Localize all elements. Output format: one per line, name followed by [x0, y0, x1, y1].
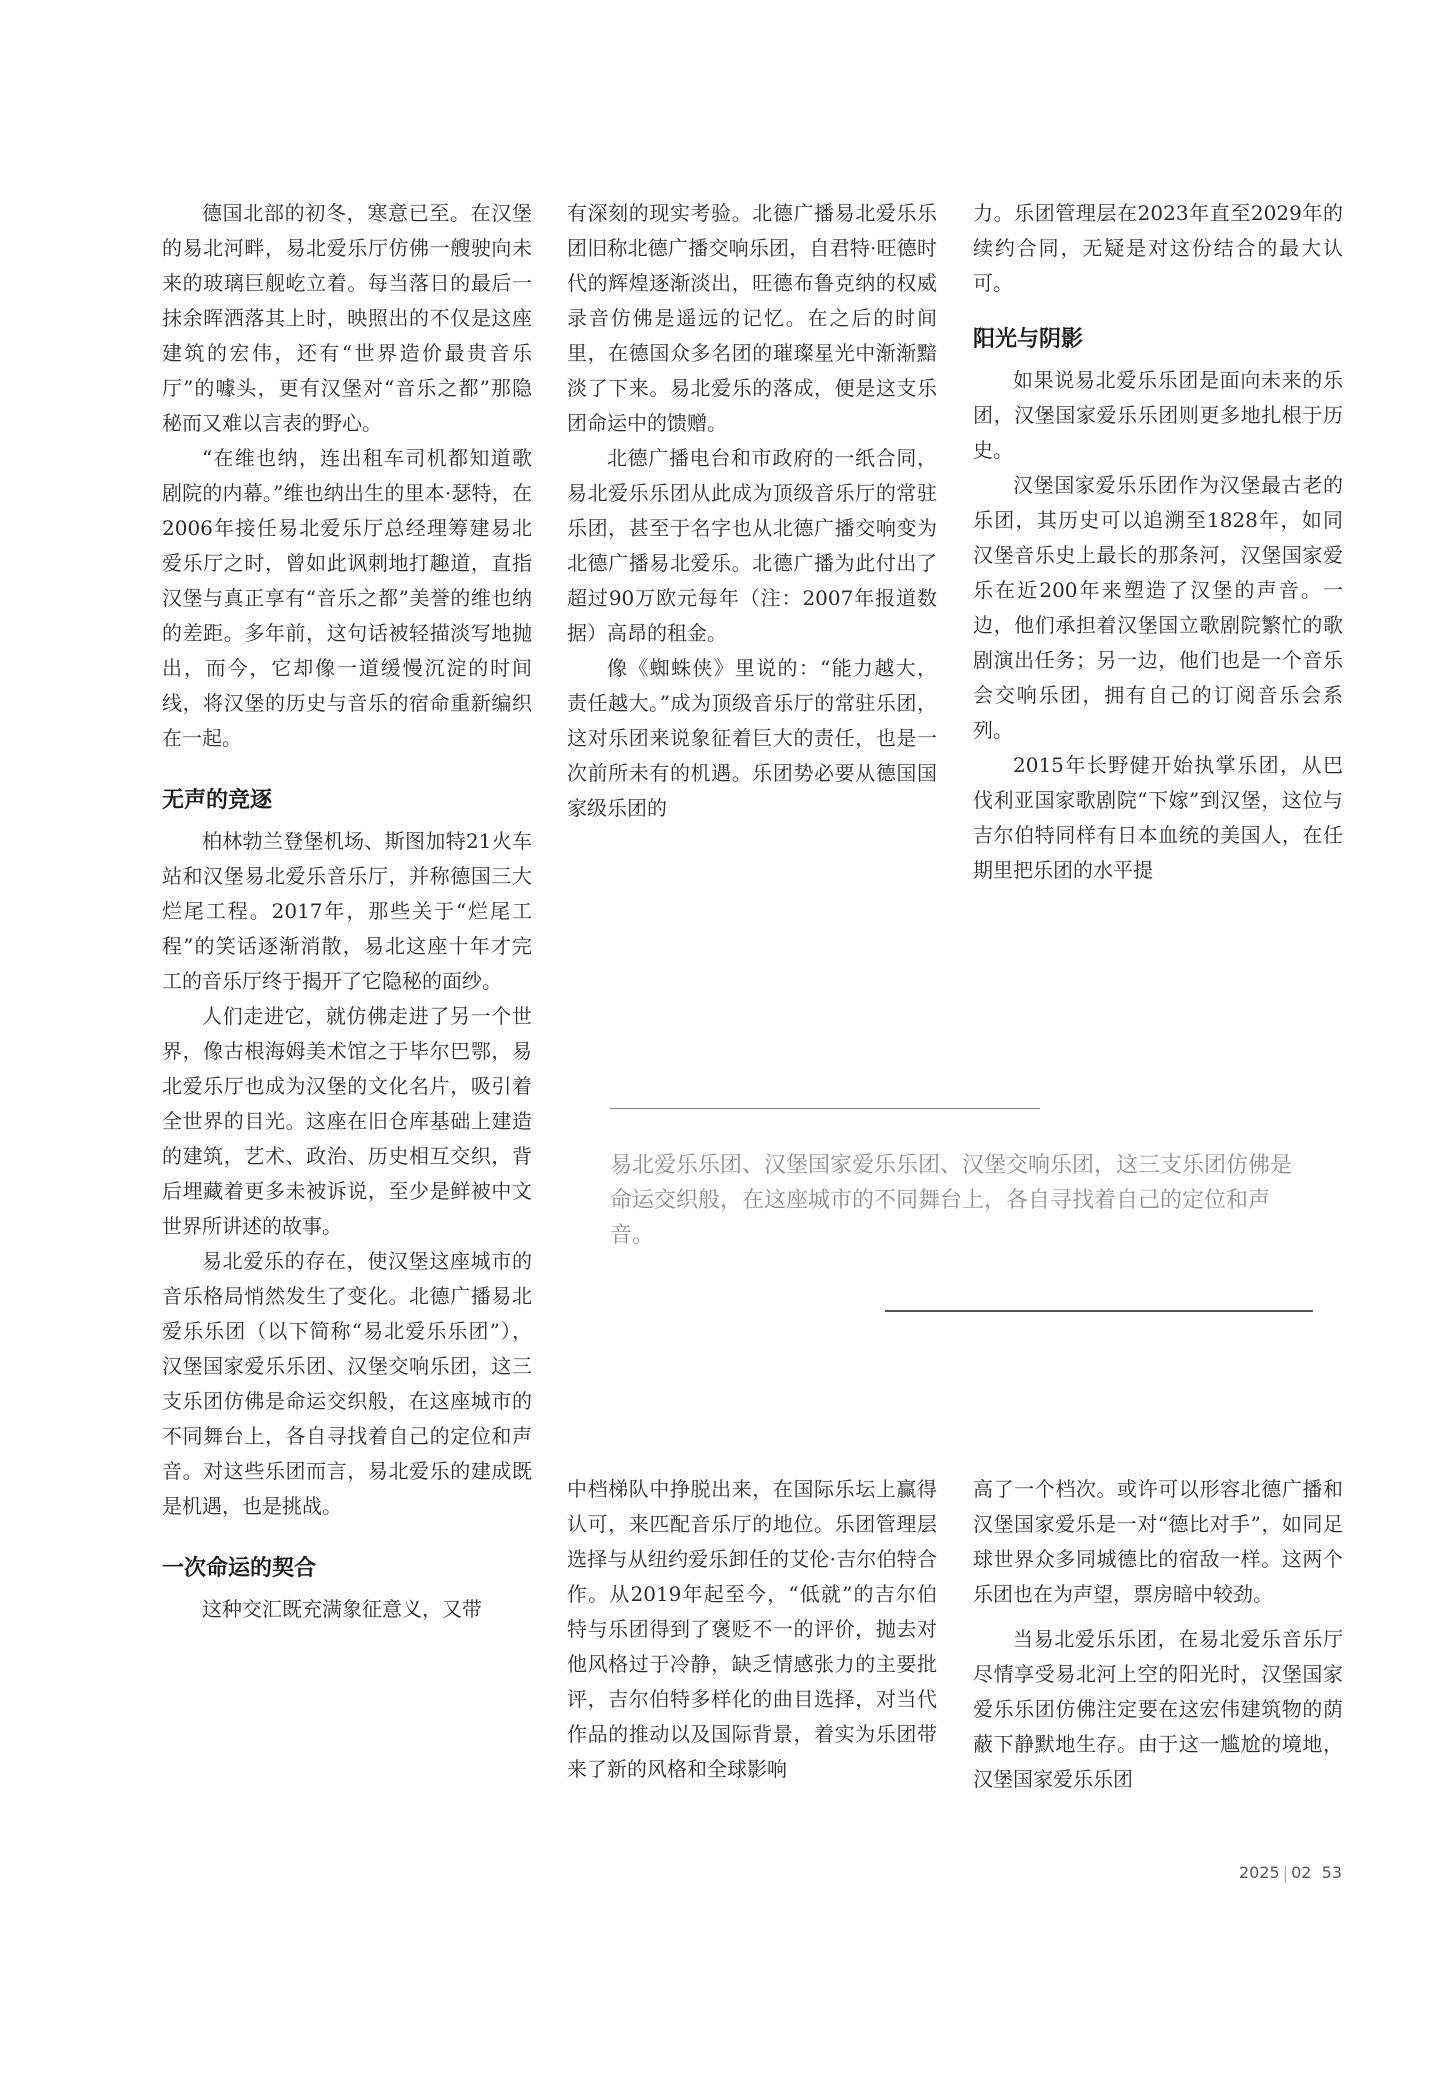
column-1 [162, 196, 532, 1627]
paragraph: 如果说易北爱乐乐团是面向未来的乐团，汉堡国家爱乐乐团则更多地扎根于历史。 [973, 368, 1343, 462]
issue-number: 02 [1291, 1863, 1312, 1882]
paragraph: 2015年长野健开始执掌乐团，从巴伐利亚国家歌剧院“下嫁”到汉堡，这位与吉尔伯特同样有日本血统的美国人，在任期里把乐团的水平提 [973, 753, 1343, 882]
pullquote-bottom-rule [885, 1310, 1313, 1312]
paragraph: 易北爱乐的存在，使汉堡这座城市的音乐格局悄然发生了变化。北德广播易北爱乐乐团（以下简称“易北爱乐乐团”），汉堡国家爱乐乐团、汉堡交响乐团，这三支乐团仿佛是命运交织般，在这座城市的不同舞台上，各自寻找着自己的定位和声音。对这些乐团而言，易北爱乐的建成既是机遇，也是挑战。 [162, 1249, 532, 1518]
paragraph: 北德广播电台和市政府的一纸合同，易北爱乐乐团从此成为顶级音乐厅的常驻乐团，甚至于名字也从北德广播交响变为北德广播易北爱乐。北德广播为此付出了超过90万欧元每年（注：2007年报道数据）高昂的租金。 [567, 446, 937, 645]
paragraph: “在维也纳，连出租车司机都知道歌剧院的内幕。”维也纳出生的里本·瑟特，在2006年接任易北爱乐厅总经理筹建易北爱乐厅之时，曾如此讽刺地打趣道，直指汉堡与真正享有“音乐之都”美誉的维也纳的差距。多年前，这句话被轻描淡写地抛出，而今，它却像一道缓慢沉淀的时间线，将汉堡的历史与音乐的宿命重新编织在一起。 [162, 446, 532, 750]
page-footer [1239, 1863, 1342, 1882]
footer-separator: | [1282, 1863, 1289, 1882]
section-heading: 无声的竞逐 [162, 788, 273, 813]
page-number: 53 [1321, 1863, 1342, 1882]
section-heading: 阳光与阴影 [973, 327, 1084, 352]
section-heading: 一次命运的契合 [162, 1556, 317, 1581]
paragraph: 这种交汇既充满象征意义，又带 [202, 1597, 482, 1621]
paragraph: 德国北部的初冬，寒意已至。在汉堡的易北河畔，易北爱乐厅仿佛一艘驶向未来的玻璃巨舰屹立着。每当落日的最后一抹余晖洒落其上时，映照出的不仅是这座建筑的宏伟，还有“世界造价最贵音乐厅”的噱头，更有汉堡对“音乐之都”那隐秘而又难以言表的野心。 [162, 201, 532, 435]
column-3-top [973, 196, 1343, 888]
paragraph: 力。乐团管理层在2023年直至2029年的续约合同，无疑是对这份结合的最大认可。 [973, 201, 1343, 295]
paragraph: 当易北爱乐乐团，在易北爱乐音乐厅尽情享受易北河上空的阳光时，汉堡国家爱乐乐团仿佛注定要在这宏伟建筑物的荫蔽下静默地生存。由于这一尴尬的境地，汉堡国家爱乐乐团 [973, 1627, 1343, 1791]
paragraph: 人们走进它，就仿佛走进了另一个世界，像古根海姆美术馆之于毕尔巴鄂，易北爱乐厅也成为汉堡的文化名片，吸引着全世界的目光。这座在旧仓库基础上建造的建筑，艺术、政治、历史相互交织，背后埋藏着更多未被诉说，至少是鲜被中文世界所讲述的故事。 [162, 1004, 532, 1238]
paragraph: 高了一个档次。或许可以形容北德广播和汉堡国家爱乐是一对“德比对手”，如同足球世界众多同城德比的宿敌一样。这两个乐团也在为声望，票房暗中较劲。 [973, 1477, 1343, 1606]
paragraph: 中档梯队中挣脱出来，在国际乐坛上赢得认可，来匹配音乐厅的地位。乐团管理层选择与从纽约爱乐卸任的艾伦·吉尔伯特合作。从2019年起至今，“低就”的吉尔伯特与乐团得到了褒贬不一的评价，抛去对他风格过于冷静，缺乏情感张力的主要批评，吉尔伯特多样化的曲目选择，对当代作品的推动以及国际背景，着实为乐团带来了新的风格和全球影响 [567, 1477, 937, 1781]
column-3-bottom [973, 1472, 1343, 1797]
issue-year: 2025 [1239, 1863, 1280, 1882]
paragraph: 有深刻的现实考验。北德广播易北爱乐乐团旧称北德广播交响乐团，自君特·旺德时代的辉煌逐渐淡出，旺德布鲁克纳的权威录音仿佛是遥远的记忆。在之后的时间里，在德国众多名团的璀璨星光中渐渐黯淡了下来。易北爱乐的落成，便是这支乐团命运中的馈赠。 [567, 201, 937, 435]
paragraph: 汉堡国家爱乐乐团作为汉堡最古老的乐团，其历史可以追溯至1828年，如同汉堡音乐史上最长的那条河，汉堡国家爱乐在近200年来塑造了汉堡的声音。一边，他们承担着汉堡国立歌剧院繁忙的歌剧演出任务；另一边，他们也是一个音乐会交响乐团，拥有自己的订阅音乐会系列。 [973, 473, 1343, 742]
paragraph: 柏林勃兰登堡机场、斯图加特21火车站和汉堡易北爱乐音乐厅，并称德国三大烂尾工程。2017年，那些关于“烂尾工程”的笑话逐渐消散，易北这座十年才完工的音乐厅终于揭开了它隐秘的面纱。 [162, 829, 532, 993]
paragraph: 像《蜘蛛侠》里说的：“能力越大，责任越大。”成为顶级音乐厅的常驻乐团，这对乐团来说象征着巨大的责任，也是一次前所未有的机遇。乐团势必要从德国国家级乐团的 [567, 656, 937, 820]
column-2-top [567, 196, 937, 826]
pullquote-top-rule [610, 1108, 1040, 1109]
pull-quote: 易北爱乐乐团、汉堡国家爱乐乐团、汉堡交响乐团，这三支乐团仿佛是命运交织般，在这座城市的不同舞台上，各自寻找着自己的定位和声音。 [610, 1153, 1293, 1248]
column-2-bottom [567, 1472, 937, 1787]
